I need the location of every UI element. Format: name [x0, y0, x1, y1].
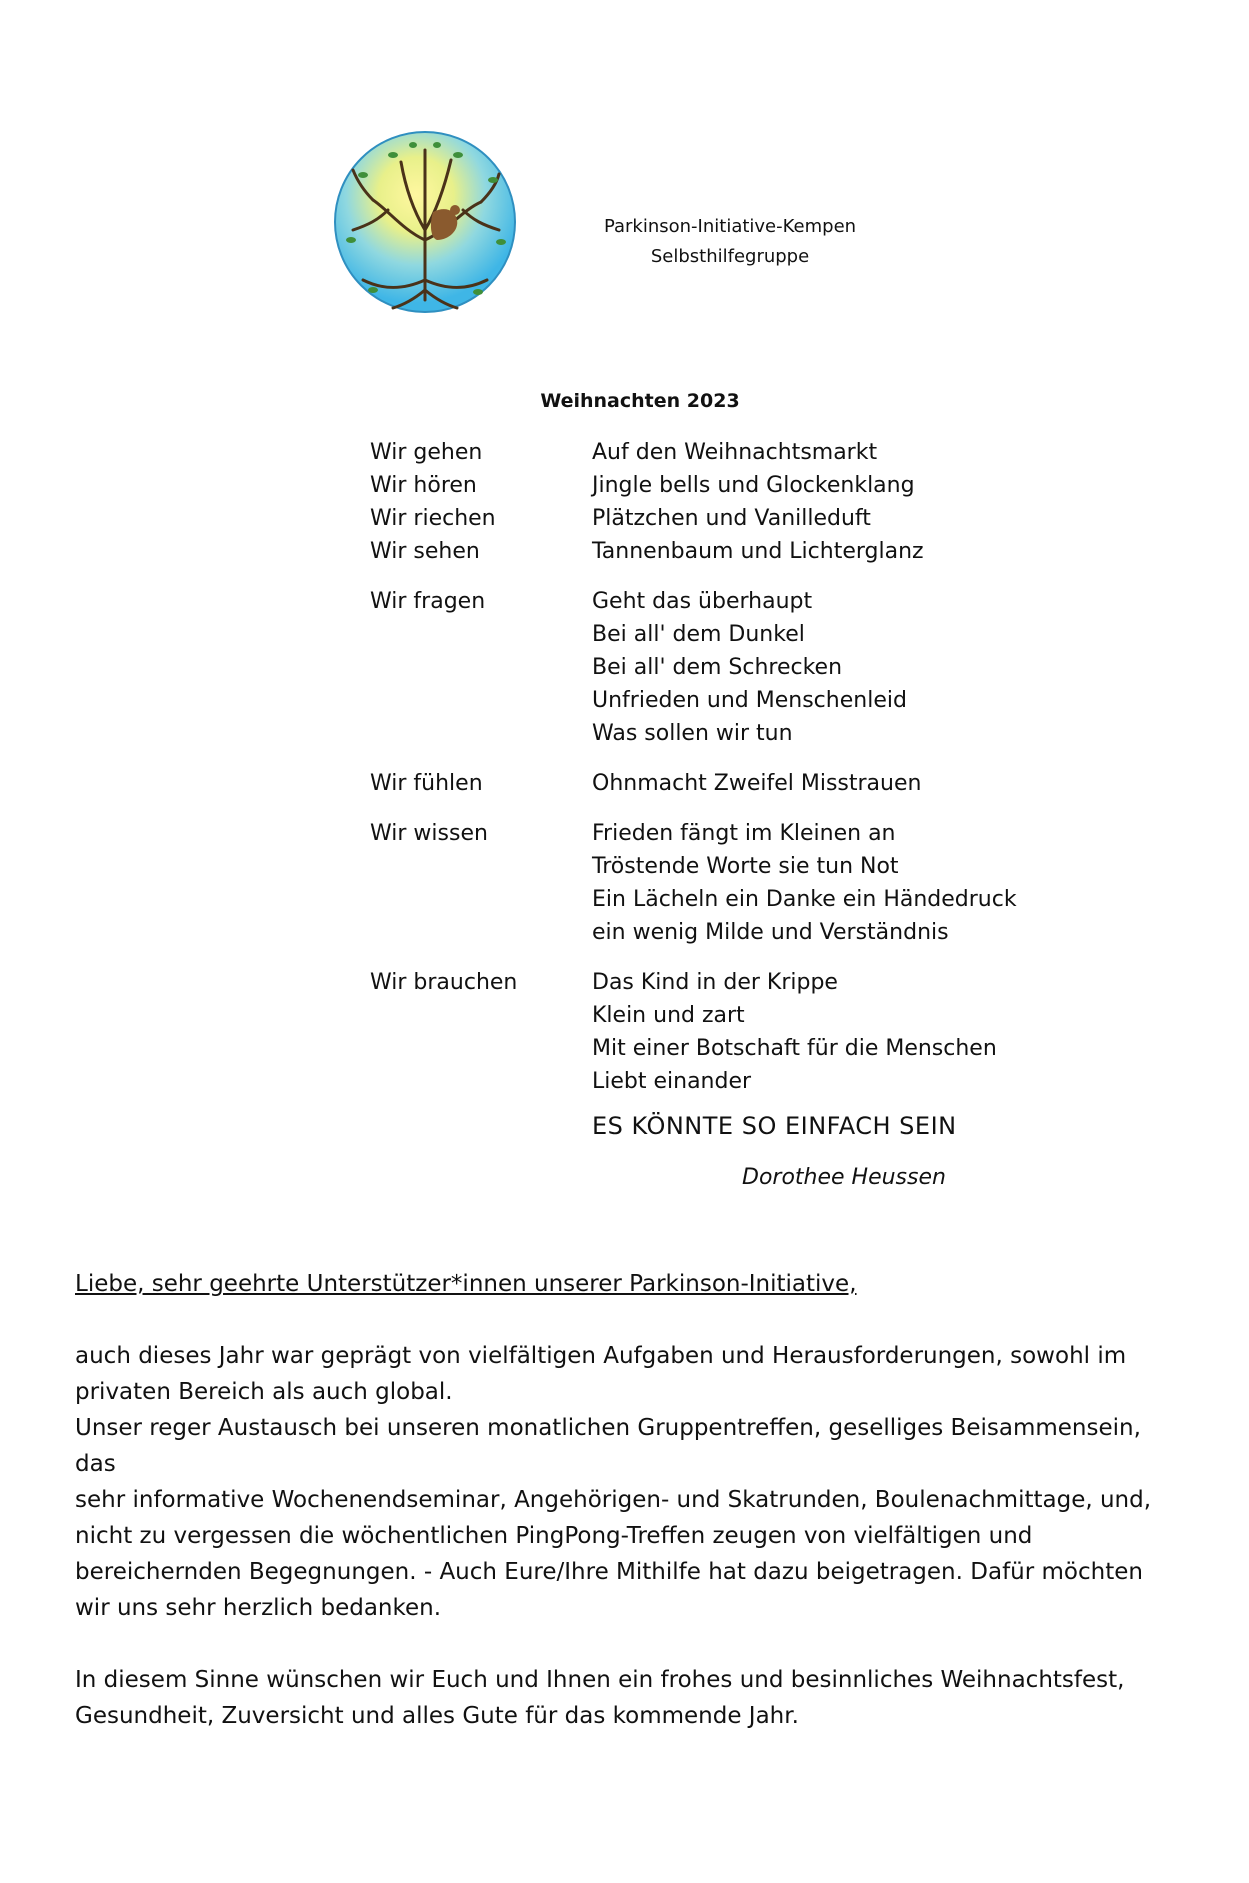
stanza-verb: Wir sehen — [370, 539, 480, 564]
letter-body — [75, 1266, 1175, 1770]
stanza-line: Bei all' dem Dunkel — [592, 622, 805, 647]
stanza-verb: Wir hören — [370, 473, 477, 498]
poem-stanza — [370, 817, 1090, 949]
stanza-line: Tannenbaum und Lichterglanz — [592, 539, 924, 564]
stanza-line: Mit einer Botschaft für die Menschen — [592, 1036, 997, 1061]
letter-line: sehr informative Wochenendseminar, Angehörigen- und Skatrunden, Boulenachmittage, und, — [75, 1487, 1152, 1513]
stanza-line: Geht das überhaupt — [592, 589, 813, 614]
stanza-verb: Wir brauchen — [370, 970, 518, 995]
poem-stanza — [370, 502, 1090, 535]
stanza-verb: Wir riechen — [370, 506, 496, 531]
stanza-line: Plätzchen und Vanilleduft — [592, 506, 871, 531]
stanza-line: Frieden fängt im Kleinen an — [592, 821, 896, 846]
stanza-line: Liebt einander — [592, 1069, 752, 1094]
stanza-line: ein wenig Milde und Verständnis — [592, 920, 949, 945]
stanza-line: Klein und zart — [592, 1003, 745, 1028]
stanza-line: Tröstende Worte sie tun Not — [592, 854, 899, 879]
stanza-verb: Wir fragen — [370, 589, 486, 614]
stanza-line: Ohnmacht Zweifel Misstrauen — [592, 771, 922, 796]
poem — [370, 436, 1090, 1115]
stanza-verb: Wir fühlen — [370, 771, 483, 796]
stanza-line: Ein Lächeln ein Danke ein Händedruck — [592, 887, 1017, 912]
poem-closing-line: ES KÖNNTE SO EINFACH SEIN — [592, 1112, 957, 1140]
organisation-header — [560, 212, 900, 272]
poem-stanza — [370, 535, 1090, 568]
organisation-subtitle: Selbsthilfegruppe — [650, 246, 810, 267]
letter-line: privaten Bereich als auch global. — [75, 1379, 453, 1405]
letter-line: auch dieses Jahr war geprägt von vielfältigen Aufgaben und Herausforderungen, sowohl im — [75, 1343, 1127, 1369]
poem-stanza — [370, 767, 1090, 800]
stanza-line: Bei all' dem Schrecken — [592, 655, 843, 680]
organisation-name: Parkinson-Initiative-Kempen — [603, 216, 857, 237]
poem-stanza — [370, 585, 1090, 750]
stanza-line: Auf den Weihnachtsmarkt — [592, 440, 878, 465]
stanza-verb: Wir gehen — [370, 440, 483, 465]
letter-line: nicht zu vergessen die wöchentlichen PingPong-Treffen zeugen von vielfältigen und — [75, 1523, 1033, 1549]
tree-of-life-logo-icon — [333, 130, 517, 314]
letter-line: Gesundheit, Zuversicht und alles Gute für das kommende Jahr. — [75, 1703, 799, 1729]
poem-stanza — [370, 966, 1090, 1098]
letter-salutation: Liebe, sehr geehrte Unterstützer*innen unserer Parkinson-Initiative, — [75, 1271, 857, 1297]
letter-line: wir uns sehr herzlich bedanken. — [75, 1595, 442, 1621]
stanza-verb: Wir wissen — [370, 821, 488, 846]
poem-author: Dorothee Heussen — [742, 1165, 946, 1190]
stanza-line: Unfrieden und Menschenleid — [592, 688, 907, 713]
letter-paragraph — [75, 1338, 1175, 1626]
poem-stanza — [370, 469, 1090, 502]
stanza-line: Das Kind in der Krippe — [592, 970, 838, 995]
letter-line: Unser reger Austausch bei unseren monatlichen Gruppentreffen, geselliges Beisammensein, das — [75, 1415, 1141, 1477]
stanza-line: Was sollen wir tun — [592, 721, 793, 746]
letter-paragraph — [75, 1662, 1175, 1734]
poem-title: Weihnachten 2023 — [540, 390, 740, 412]
letter-line: In diesem Sinne wünschen wir Euch und Ihnen ein frohes und besinnliches Weihnachtsfest, — [75, 1667, 1125, 1693]
letter-line: bereichernden Begegnungen. - Auch Eure/Ihre Mithilfe hat dazu beigetragen. Dafür möchten — [75, 1559, 1143, 1585]
poem-stanza — [370, 436, 1090, 469]
stanza-line: Jingle bells und Glockenklang — [592, 473, 915, 498]
